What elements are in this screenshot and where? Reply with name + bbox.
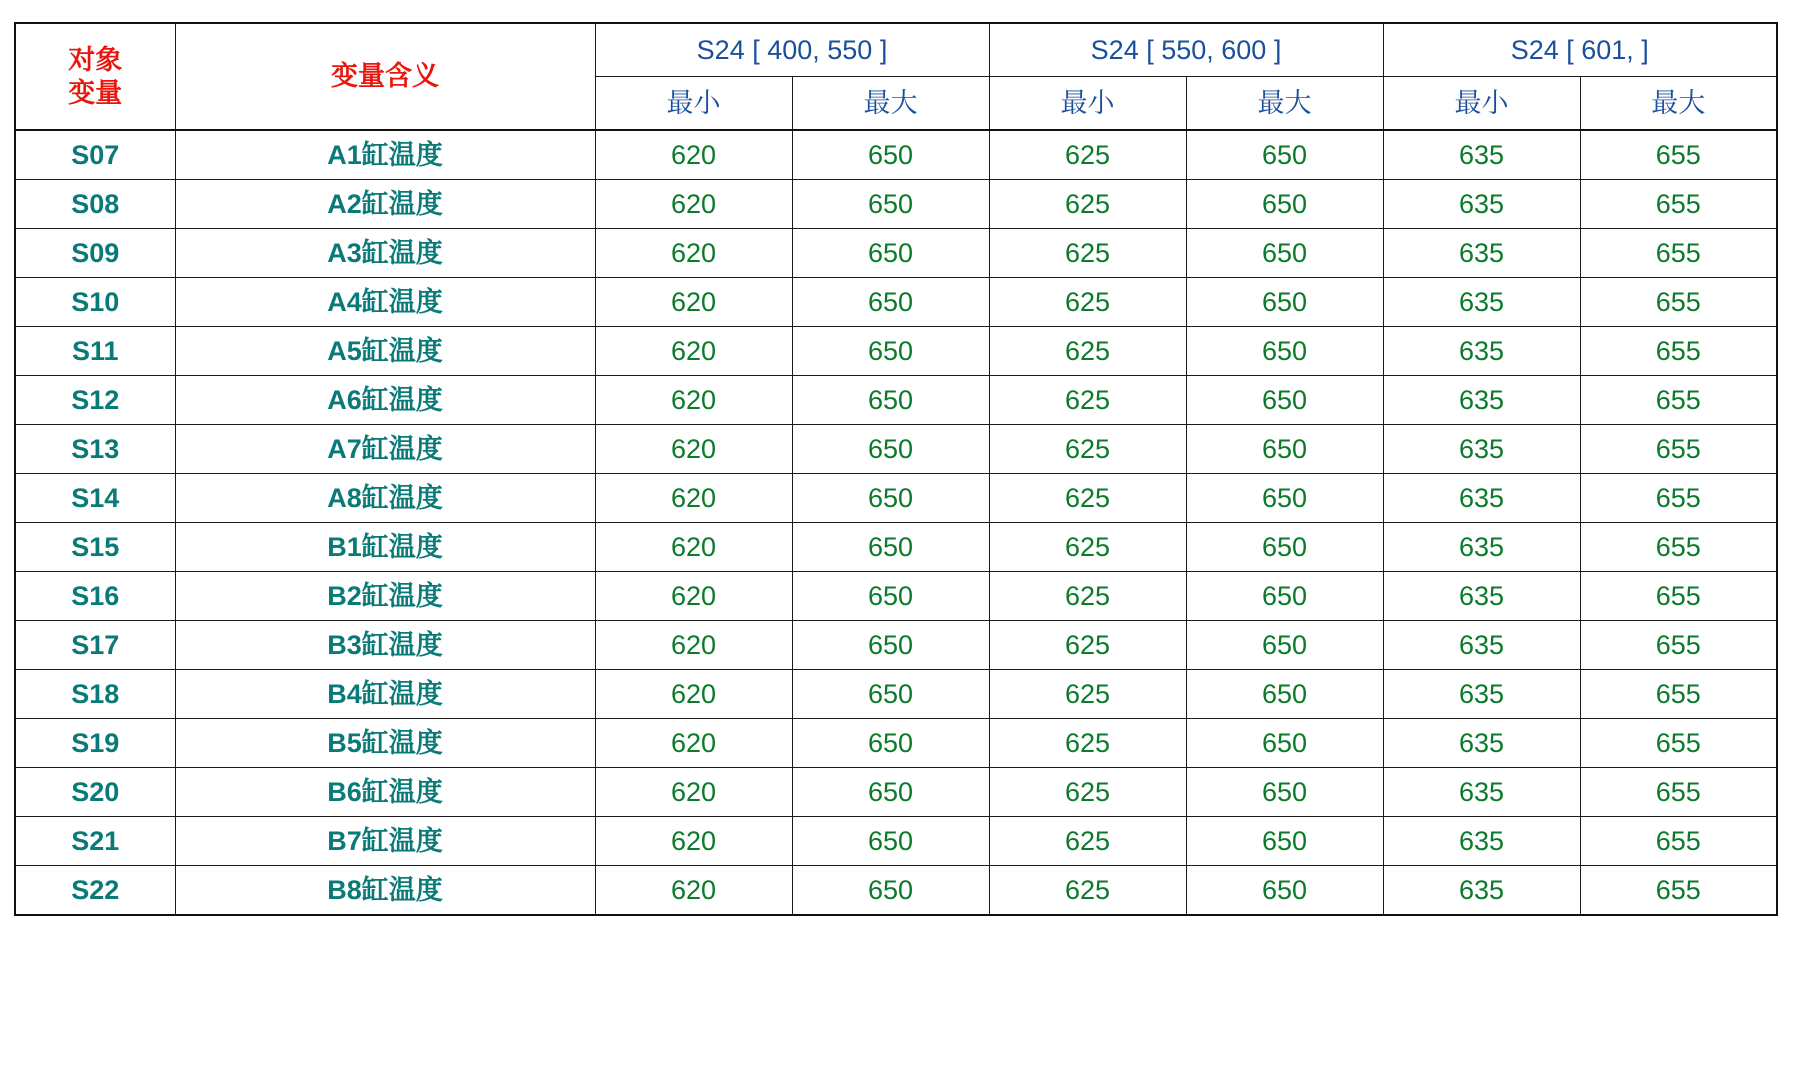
cell-object-variable: S16 [15, 572, 175, 621]
cell-group2-max: 650 [1186, 229, 1383, 278]
cell-group1-min: 620 [595, 327, 792, 376]
cell-group2-min: 625 [989, 719, 1186, 768]
cell-group2-min: 625 [989, 376, 1186, 425]
cell-group3-min: 635 [1383, 866, 1580, 916]
table-row [15, 621, 1777, 670]
cell-group3-max: 655 [1580, 327, 1777, 376]
cell-group2-max: 650 [1186, 817, 1383, 866]
cell-group2-min: 625 [989, 130, 1186, 180]
cell-object-variable: S20 [15, 768, 175, 817]
cell-group2-max: 650 [1186, 719, 1383, 768]
cell-group1-max: 650 [792, 768, 989, 817]
cell-group2-max: 650 [1186, 376, 1383, 425]
cell-variable-meaning: B3缸温度 [175, 621, 595, 670]
table-row [15, 474, 1777, 523]
cell-group3-max: 655 [1580, 376, 1777, 425]
cell-group2-max: 650 [1186, 180, 1383, 229]
cell-group2-min: 625 [989, 229, 1186, 278]
cell-group1-min: 620 [595, 278, 792, 327]
cell-variable-meaning: B4缸温度 [175, 670, 595, 719]
cell-group2-min: 625 [989, 866, 1186, 916]
cell-group3-max: 655 [1580, 670, 1777, 719]
cell-group1-min: 620 [595, 866, 792, 916]
cell-group2-max: 650 [1186, 278, 1383, 327]
cell-group2-min: 625 [989, 327, 1186, 376]
cell-group3-max: 655 [1580, 768, 1777, 817]
header-group-1: S24 [ 400, 550 ] [595, 23, 989, 77]
cell-group1-max: 650 [792, 572, 989, 621]
cell-group1-min: 620 [595, 229, 792, 278]
cell-group1-max: 650 [792, 278, 989, 327]
cell-group3-max: 655 [1580, 817, 1777, 866]
cell-variable-meaning: A6缸温度 [175, 376, 595, 425]
cell-group2-max: 650 [1186, 327, 1383, 376]
cell-variable-meaning: B7缸温度 [175, 817, 595, 866]
cell-group1-max: 650 [792, 719, 989, 768]
cell-variable-meaning: B2缸温度 [175, 572, 595, 621]
table-row [15, 376, 1777, 425]
cell-object-variable: S19 [15, 719, 175, 768]
cell-group2-max: 650 [1186, 523, 1383, 572]
cell-group1-max: 650 [792, 130, 989, 180]
cell-object-variable: S17 [15, 621, 175, 670]
cell-variable-meaning: B8缸温度 [175, 866, 595, 916]
cell-group1-max: 650 [792, 180, 989, 229]
table-row [15, 817, 1777, 866]
cell-group3-min: 635 [1383, 719, 1580, 768]
header-group-2-min: 最小 [989, 77, 1186, 131]
cell-group3-max: 655 [1580, 572, 1777, 621]
cell-group3-max: 655 [1580, 425, 1777, 474]
table-row [15, 327, 1777, 376]
cell-group3-max: 655 [1580, 719, 1777, 768]
parameter-table-container [14, 22, 1774, 916]
cell-variable-meaning: B6缸温度 [175, 768, 595, 817]
cell-object-variable: S12 [15, 376, 175, 425]
header-group-3-min: 最小 [1383, 77, 1580, 131]
cell-group1-min: 620 [595, 719, 792, 768]
table-row [15, 719, 1777, 768]
cell-group2-max: 650 [1186, 866, 1383, 916]
table-row [15, 523, 1777, 572]
cell-group1-min: 620 [595, 376, 792, 425]
table-body [15, 130, 1777, 915]
table-row [15, 130, 1777, 180]
cell-object-variable: S14 [15, 474, 175, 523]
cell-group2-max: 650 [1186, 621, 1383, 670]
cell-group3-min: 635 [1383, 817, 1580, 866]
cell-group1-max: 650 [792, 474, 989, 523]
header-group-2: S24 [ 550, 600 ] [989, 23, 1383, 77]
cell-group2-min: 625 [989, 278, 1186, 327]
cell-group2-min: 625 [989, 768, 1186, 817]
table-row [15, 278, 1777, 327]
cell-group3-min: 635 [1383, 180, 1580, 229]
cell-variable-meaning: A1缸温度 [175, 130, 595, 180]
cell-group3-max: 655 [1580, 130, 1777, 180]
table-row [15, 180, 1777, 229]
header-variable-meaning: 变量含义 [175, 23, 595, 130]
cell-group3-min: 635 [1383, 621, 1580, 670]
cell-group3-max: 655 [1580, 180, 1777, 229]
header-object-variable [15, 23, 175, 130]
cell-group2-min: 625 [989, 180, 1186, 229]
header-group-1-max: 最大 [792, 77, 989, 131]
cell-group1-min: 620 [595, 474, 792, 523]
cell-group1-max: 650 [792, 376, 989, 425]
cell-group2-max: 650 [1186, 670, 1383, 719]
cell-variable-meaning: B5缸温度 [175, 719, 595, 768]
cell-group3-min: 635 [1383, 572, 1580, 621]
table-row [15, 572, 1777, 621]
cell-group1-max: 650 [792, 523, 989, 572]
cell-group1-max: 650 [792, 866, 989, 916]
header-object-variable-line1: 对象 [68, 45, 123, 76]
cell-group1-min: 620 [595, 572, 792, 621]
cell-variable-meaning: A7缸温度 [175, 425, 595, 474]
cell-group3-min: 635 [1383, 376, 1580, 425]
cell-group3-min: 635 [1383, 130, 1580, 180]
cell-group1-min: 620 [595, 130, 792, 180]
cell-variable-meaning: A3缸温度 [175, 229, 595, 278]
cell-object-variable: S21 [15, 817, 175, 866]
cell-object-variable: S07 [15, 130, 175, 180]
header-group-3: S24 [ 601, ] [1383, 23, 1777, 77]
header-group-2-max: 最大 [1186, 77, 1383, 131]
header-group-3-max: 最大 [1580, 77, 1777, 131]
cell-group2-min: 625 [989, 474, 1186, 523]
cell-group3-min: 635 [1383, 425, 1580, 474]
cell-group1-min: 620 [595, 523, 792, 572]
cell-group3-max: 655 [1580, 229, 1777, 278]
cell-group1-max: 650 [792, 425, 989, 474]
cell-variable-meaning: A4缸温度 [175, 278, 595, 327]
cell-group1-min: 620 [595, 768, 792, 817]
cell-group3-min: 635 [1383, 327, 1580, 376]
cell-group3-max: 655 [1580, 278, 1777, 327]
cell-group1-min: 620 [595, 817, 792, 866]
table-row [15, 866, 1777, 916]
cell-group1-min: 620 [595, 621, 792, 670]
cell-object-variable: S11 [15, 327, 175, 376]
cell-variable-meaning: A8缸温度 [175, 474, 595, 523]
cell-group2-max: 650 [1186, 425, 1383, 474]
cell-group3-min: 635 [1383, 278, 1580, 327]
header-group-1-min: 最小 [595, 77, 792, 131]
cell-group3-max: 655 [1580, 474, 1777, 523]
cell-variable-meaning: A2缸温度 [175, 180, 595, 229]
cell-group1-min: 620 [595, 425, 792, 474]
header-object-variable-line2: 变量 [68, 77, 123, 108]
cell-group2-min: 625 [989, 817, 1186, 866]
cell-object-variable: S09 [15, 229, 175, 278]
cell-variable-meaning: A5缸温度 [175, 327, 595, 376]
table-row [15, 768, 1777, 817]
cell-group2-max: 650 [1186, 572, 1383, 621]
cell-group3-max: 655 [1580, 621, 1777, 670]
cell-group3-max: 655 [1580, 523, 1777, 572]
cell-group3-min: 635 [1383, 523, 1580, 572]
cell-group1-max: 650 [792, 670, 989, 719]
parameter-table [14, 22, 1778, 916]
cell-object-variable: S13 [15, 425, 175, 474]
cell-group1-max: 650 [792, 621, 989, 670]
cell-group3-min: 635 [1383, 229, 1580, 278]
cell-object-variable: S08 [15, 180, 175, 229]
cell-group2-max: 650 [1186, 130, 1383, 180]
table-row [15, 670, 1777, 719]
table-row [15, 425, 1777, 474]
cell-group2-max: 650 [1186, 474, 1383, 523]
cell-group1-min: 620 [595, 180, 792, 229]
cell-group3-min: 635 [1383, 474, 1580, 523]
header-row-groups [15, 23, 1777, 77]
cell-group1-max: 650 [792, 817, 989, 866]
cell-object-variable: S22 [15, 866, 175, 916]
cell-group1-min: 620 [595, 670, 792, 719]
cell-group2-min: 625 [989, 621, 1186, 670]
cell-group3-min: 635 [1383, 768, 1580, 817]
table-header [15, 23, 1777, 130]
cell-group2-min: 625 [989, 572, 1186, 621]
cell-variable-meaning: B1缸温度 [175, 523, 595, 572]
cell-object-variable: S15 [15, 523, 175, 572]
cell-group3-max: 655 [1580, 866, 1777, 916]
cell-group2-min: 625 [989, 670, 1186, 719]
cell-group2-max: 650 [1186, 768, 1383, 817]
cell-object-variable: S10 [15, 278, 175, 327]
cell-group1-max: 650 [792, 327, 989, 376]
cell-group3-min: 635 [1383, 670, 1580, 719]
cell-group1-max: 650 [792, 229, 989, 278]
cell-group2-min: 625 [989, 523, 1186, 572]
table-row [15, 229, 1777, 278]
cell-group2-min: 625 [989, 425, 1186, 474]
cell-object-variable: S18 [15, 670, 175, 719]
